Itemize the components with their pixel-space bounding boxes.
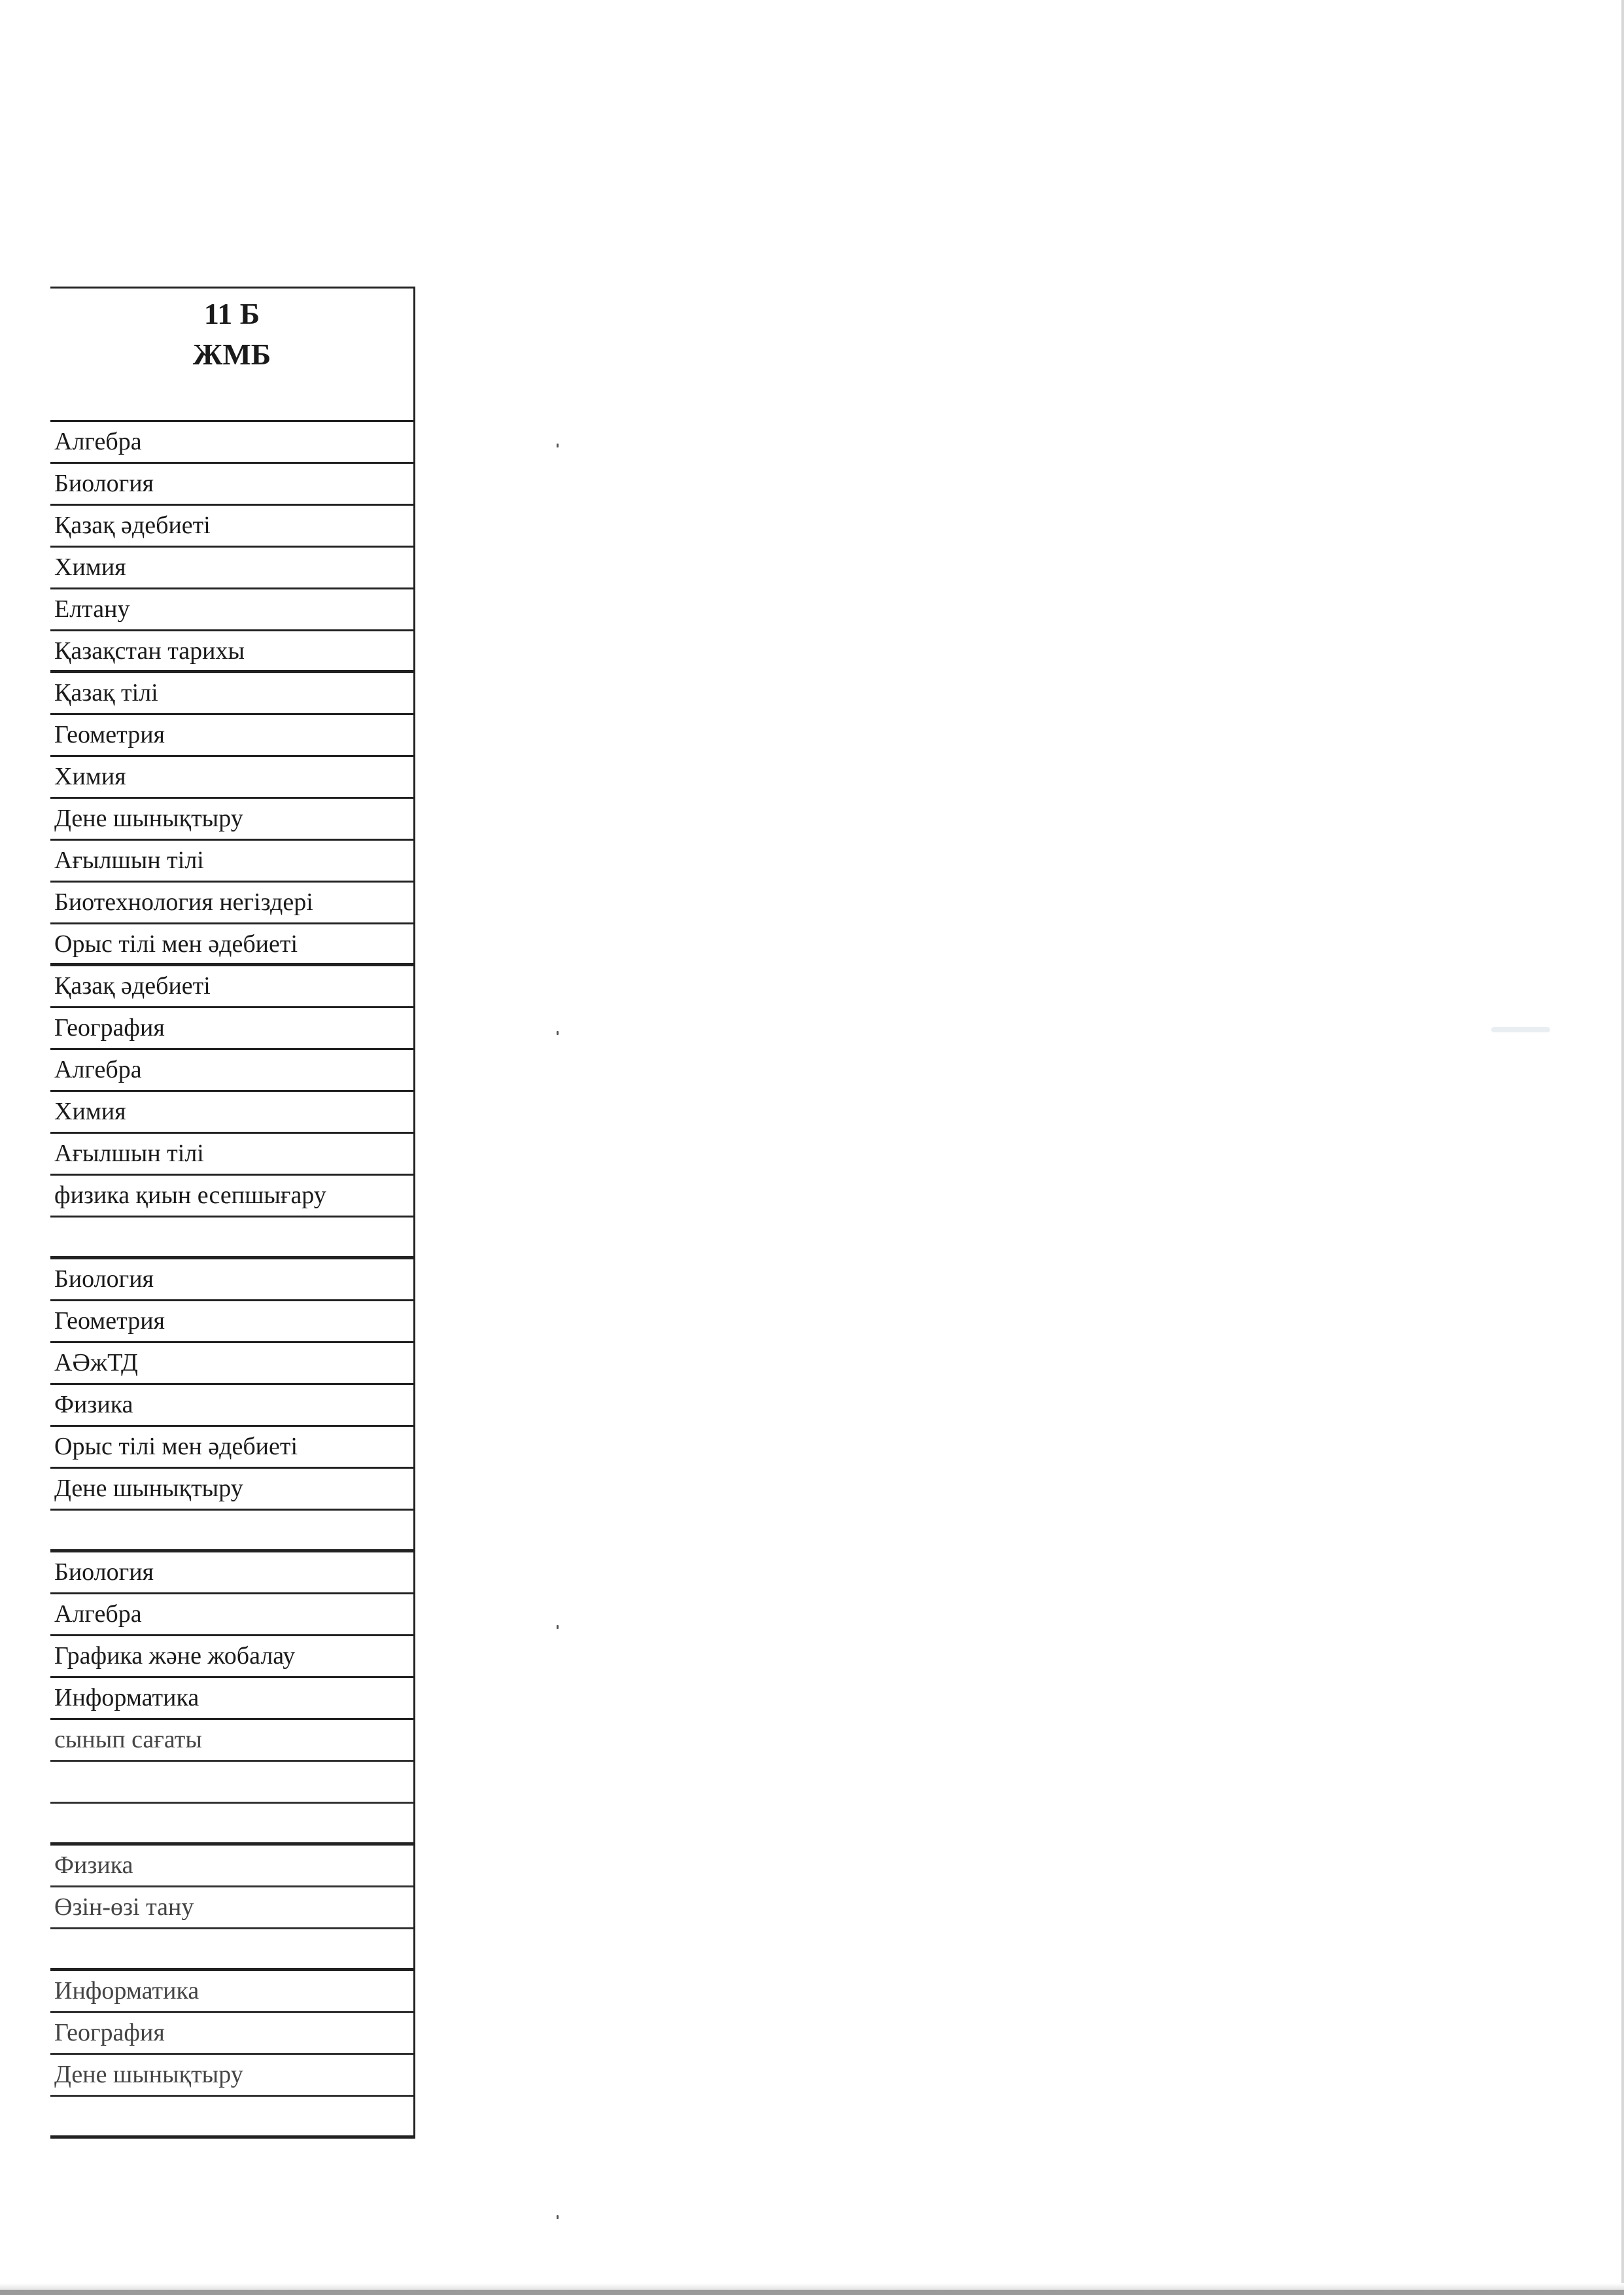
class-type: ЖМБ bbox=[192, 338, 271, 371]
schedule-row: Қазақ тілі bbox=[50, 673, 413, 715]
schedule-row: Графика және жобалау bbox=[50, 1636, 413, 1678]
schedule-row bbox=[50, 1511, 413, 1552]
schedule-row: Дене шынықтыру bbox=[50, 1469, 413, 1511]
schedule-row: Алгебра bbox=[50, 1594, 413, 1636]
scan-speck bbox=[557, 444, 559, 447]
schedule-row: Елтану bbox=[50, 589, 413, 631]
schedule-row: Информатика bbox=[50, 1971, 413, 2013]
scan-edge-right bbox=[1621, 0, 1624, 2295]
schedule-row bbox=[50, 2097, 413, 2139]
schedule-row: Химия bbox=[50, 1092, 413, 1134]
schedule-row: Орыс тілі мен әдебиеті bbox=[50, 924, 413, 966]
scan-shade-bottom bbox=[0, 2283, 1624, 2290]
schedule-row bbox=[50, 1762, 413, 1804]
schedule-row: Өзін-өзі тану bbox=[50, 1887, 413, 1929]
schedule-row: Информатика bbox=[50, 1678, 413, 1720]
scan-mark bbox=[1491, 1027, 1550, 1032]
schedule-row: Қазақ әдебиеті bbox=[50, 966, 413, 1008]
schedule-row: АӘжТД bbox=[50, 1343, 413, 1385]
schedule-row: Химия bbox=[50, 757, 413, 799]
schedule-row: Алгебра bbox=[50, 422, 413, 464]
schedule-row: География bbox=[50, 2013, 413, 2055]
class-name: 11 Б bbox=[203, 297, 260, 330]
schedule-row: Биотехнология негіздері bbox=[50, 883, 413, 924]
schedule-row: Физика bbox=[50, 1385, 413, 1427]
scan-speck bbox=[557, 1031, 559, 1035]
schedule-row: Қазақ әдебиеті bbox=[50, 506, 413, 548]
schedule-row: Химия bbox=[50, 548, 413, 589]
schedule-row: Физика bbox=[50, 1846, 413, 1887]
schedule-row: Биология bbox=[50, 1552, 413, 1594]
schedule-row: Ағылшын тілі bbox=[50, 1134, 413, 1176]
schedule-row: Ағылшын тілі bbox=[50, 841, 413, 883]
schedule-row: Геометрия bbox=[50, 715, 413, 757]
schedule-row: Дене шынықтыру bbox=[50, 799, 413, 841]
schedule-row bbox=[50, 1218, 413, 1259]
schedule-row: Биология bbox=[50, 1259, 413, 1301]
schedule-row: Дене шынықтыру bbox=[50, 2055, 413, 2097]
schedule-row: Геометрия bbox=[50, 1301, 413, 1343]
schedule-row: физика қиын есепшығару bbox=[50, 1176, 413, 1218]
scan-speck bbox=[557, 1625, 559, 1629]
schedule-header bbox=[50, 287, 415, 422]
schedule-row: География bbox=[50, 1008, 413, 1050]
schedule-row bbox=[50, 1804, 413, 1846]
schedule-row bbox=[50, 1929, 413, 1971]
schedule-row: Орыс тілі мен әдебиеті bbox=[50, 1427, 413, 1469]
schedule-row: Қазақстан тарихы bbox=[50, 631, 413, 673]
schedule-row: сынып сағаты bbox=[50, 1720, 413, 1762]
schedule-row: Алгебра bbox=[50, 1050, 413, 1092]
schedule-rows bbox=[50, 422, 415, 2139]
scan-speck bbox=[557, 2215, 559, 2219]
schedule-row: Биология bbox=[50, 464, 413, 506]
schedule-table bbox=[50, 287, 415, 2139]
scan-edge-bottom bbox=[0, 2290, 1624, 2295]
